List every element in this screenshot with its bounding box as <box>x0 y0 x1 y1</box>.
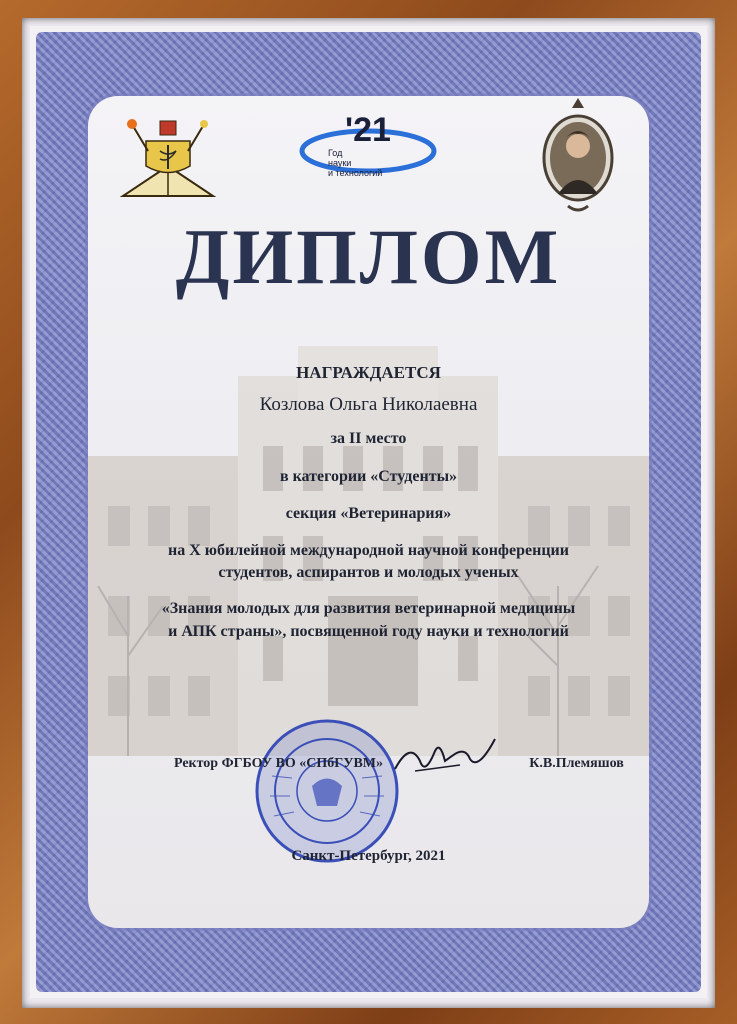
place-text: за II место <box>330 430 407 447</box>
recipient-name: Козлова Ольга Николаевна <box>259 394 478 415</box>
conference-line: «Знания молодых для развития ветеринарной медицины <box>161 600 576 617</box>
conference-line: и АПК страны», посвященной году науки и технологий <box>168 623 569 640</box>
rector-name: К.В.Племяшов <box>529 756 624 771</box>
section-text: секция «Ветеринария» <box>285 505 452 522</box>
diploma-content <box>30 26 707 998</box>
diploma-title: ДИПЛОМ <box>175 213 562 300</box>
rector-position: Ректор ФГБОУ ВО «СПбГУВМ» <box>173 756 384 771</box>
category-text: в категории «Студенты» <box>279 468 458 485</box>
conference-line: на X юбилейной международной научной конференции <box>168 542 569 559</box>
diploma-paper <box>30 26 707 998</box>
logo-year-text: '21 <box>345 111 391 149</box>
city-year: Санкт-Петербург, 2021 <box>291 848 446 864</box>
official-seal-stamp <box>252 716 402 866</box>
portrait-medallion-icon <box>538 96 618 216</box>
logo-caption-line: Год <box>328 148 343 158</box>
conference-line: студентов, аспирантов и молодых ученых <box>218 564 519 581</box>
awarded-label: НАГРАЖДАЕТСЯ <box>296 363 441 382</box>
logo-caption-line: и технологий <box>328 168 383 178</box>
year-of-science-logo <box>298 106 438 186</box>
logo-caption-line: науки <box>328 158 352 168</box>
university-emblem-icon <box>118 111 218 201</box>
